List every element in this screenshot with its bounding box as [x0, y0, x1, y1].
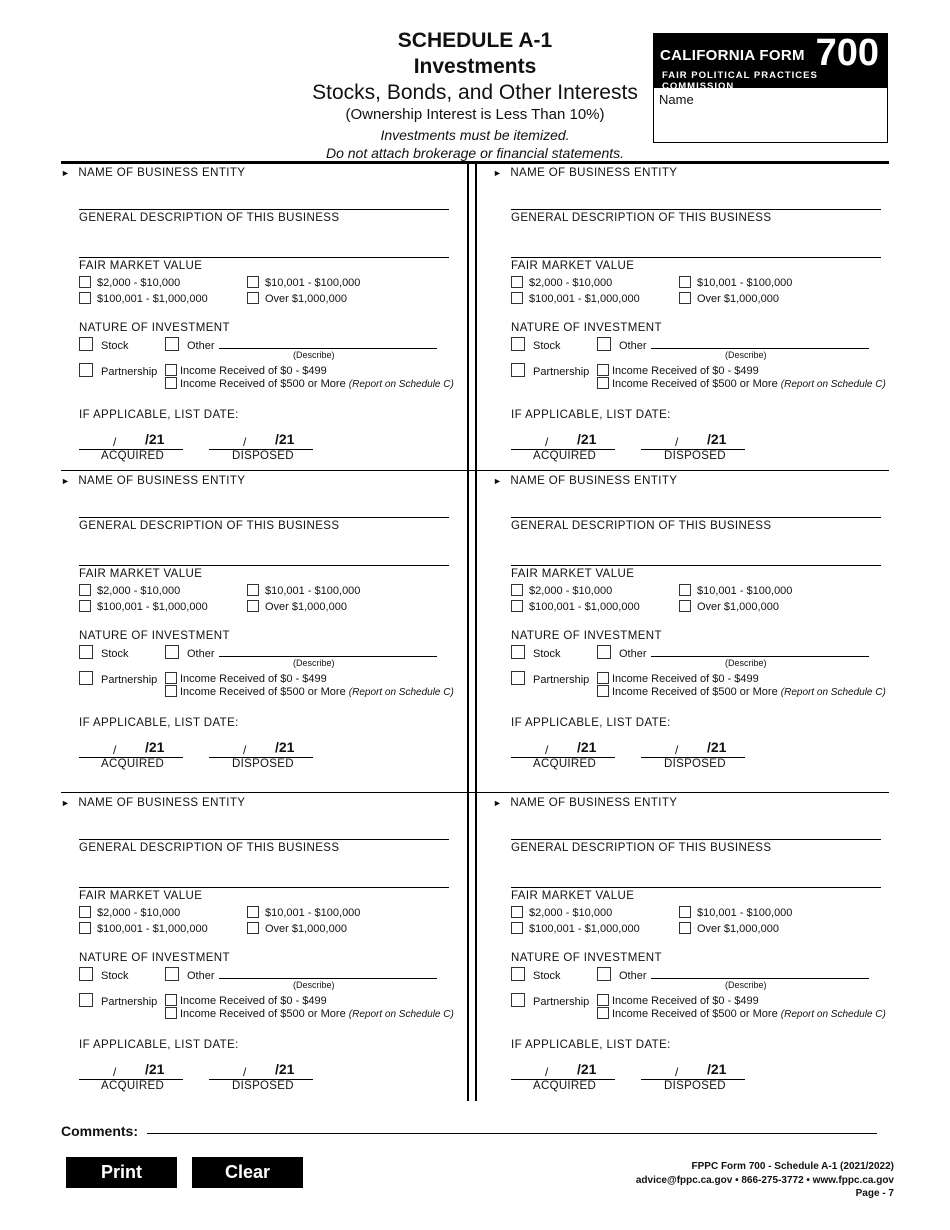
- income-large-option[interactable]: Income Received of $500 or More (Report on Schedule C): [597, 685, 886, 698]
- checkbox[interactable]: [165, 994, 177, 1006]
- fmv-label: FAIR MARKET VALUE: [79, 568, 203, 580]
- other-describe-field[interactable]: [219, 656, 437, 657]
- checkbox[interactable]: [247, 292, 259, 304]
- nature-label: NATURE OF INVESTMENT: [511, 952, 662, 964]
- nature-label: NATURE OF INVESTMENT: [79, 630, 230, 642]
- fmv-option-1[interactable]: $2,000 - $10,000: [79, 906, 180, 919]
- income-small-option[interactable]: Income Received of $0 - $499: [165, 994, 327, 1007]
- checkbox[interactable]: [511, 993, 525, 1007]
- disposed-date-field[interactable]: [641, 1063, 745, 1079]
- itemize-note: Investments must be itemized.: [380, 127, 570, 143]
- other-describe-field[interactable]: [651, 656, 869, 657]
- other-describe-field[interactable]: [219, 978, 437, 979]
- date-slash: /: [113, 435, 117, 449]
- date-year: /21: [145, 431, 165, 447]
- acquired-label: ACQUIRED: [533, 450, 597, 462]
- checkbox[interactable]: [165, 685, 177, 697]
- date-slash: /: [113, 1065, 117, 1079]
- checkbox[interactable]: [247, 922, 259, 934]
- arrow-icon: ►: [493, 798, 503, 808]
- arrow-icon: ►: [493, 168, 503, 178]
- checkbox[interactable]: [679, 922, 691, 934]
- entity-name-field[interactable]: [511, 517, 881, 518]
- comments-label: Comments:: [61, 1123, 139, 1139]
- acquired-date-field[interactable]: [511, 1063, 615, 1079]
- income-small-option[interactable]: Income Received of $0 - $499: [597, 364, 759, 377]
- investment-entry-3: [61, 471, 481, 781]
- other-option[interactable]: Other: [597, 337, 647, 352]
- attach-note: Do not attach brokerage or financial statements.: [325, 145, 625, 161]
- entity-name-field[interactable]: [511, 209, 881, 210]
- date-year: /21: [275, 431, 295, 447]
- date-slash: /: [675, 743, 679, 757]
- checkbox[interactable]: [79, 292, 91, 304]
- comments-field[interactable]: [147, 1133, 877, 1134]
- checkbox[interactable]: [79, 906, 91, 918]
- investment-entry-4: [493, 471, 913, 781]
- describe-hint: (Describe): [725, 350, 767, 360]
- other-option[interactable]: Other: [597, 645, 647, 660]
- clear-button[interactable]: Clear: [192, 1157, 303, 1188]
- acquired-label: ACQUIRED: [533, 758, 597, 770]
- checkbox[interactable]: [165, 967, 179, 981]
- description-field[interactable]: [79, 887, 449, 888]
- checkbox[interactable]: [247, 906, 259, 918]
- checkbox[interactable]: [79, 967, 93, 981]
- description-label: GENERAL DESCRIPTION OF THIS BUSINESS: [79, 212, 340, 224]
- other-describe-field[interactable]: [651, 978, 869, 979]
- checkbox[interactable]: [79, 600, 91, 612]
- date-year: /21: [577, 431, 597, 447]
- entity-name-field[interactable]: [79, 517, 449, 518]
- schedule-c-note: (Report on Schedule C): [780, 1009, 886, 1020]
- checkbox[interactable]: [511, 584, 523, 596]
- fmv-label: FAIR MARKET VALUE: [79, 890, 203, 902]
- disposed-date-field[interactable]: [209, 741, 313, 757]
- stock-option[interactable]: Stock: [511, 967, 561, 982]
- acquired-date-field[interactable]: [511, 433, 615, 449]
- fmv-label: FAIR MARKET VALUE: [511, 568, 635, 580]
- entity-name-field[interactable]: [79, 209, 449, 210]
- fmv-label: FAIR MARKET VALUE: [79, 260, 203, 272]
- checkbox[interactable]: [511, 292, 523, 304]
- partnership-option[interactable]: Partnership: [79, 993, 157, 1008]
- date-year: /21: [275, 1061, 295, 1077]
- arrow-icon: ►: [493, 476, 503, 486]
- list-date-label: IF APPLICABLE, LIST DATE:: [79, 1039, 239, 1051]
- schedule-c-note: (Report on Schedule C): [348, 687, 454, 698]
- fmv-option-2[interactable]: $10,001 - $100,000: [247, 584, 360, 597]
- describe-hint: (Describe): [293, 658, 335, 668]
- entity-name-field[interactable]: [79, 839, 449, 840]
- list-date-label: IF APPLICABLE, LIST DATE:: [511, 717, 671, 729]
- income-large-option[interactable]: Income Received of $500 or More (Report on Schedule C): [165, 377, 454, 390]
- fmv-option-3[interactable]: $100,001 - $1,000,000: [511, 292, 640, 305]
- description-label: GENERAL DESCRIPTION OF THIS BUSINESS: [511, 212, 772, 224]
- date-year: /21: [275, 739, 295, 755]
- stock-option[interactable]: Stock: [79, 645, 129, 660]
- fmv-option-4[interactable]: Over $1,000,000: [247, 292, 347, 305]
- income-small-option[interactable]: Income Received of $0 - $499: [165, 672, 327, 685]
- stock-option[interactable]: Stock: [511, 337, 561, 352]
- name-field-label[interactable]: Name: [659, 92, 694, 107]
- schedule-c-note: (Report on Schedule C): [780, 687, 886, 698]
- acquired-date-field[interactable]: [79, 741, 183, 757]
- checkbox[interactable]: [597, 685, 609, 697]
- description-field[interactable]: [79, 257, 449, 258]
- partnership-option[interactable]: Partnership: [511, 363, 589, 378]
- checkbox[interactable]: [511, 276, 523, 288]
- nature-label: NATURE OF INVESTMENT: [79, 952, 230, 964]
- checkbox[interactable]: [79, 337, 93, 351]
- income-large-option[interactable]: Income Received of $500 or More (Report on Schedule C): [597, 377, 886, 390]
- checkbox[interactable]: [165, 364, 177, 376]
- fmv-option-4[interactable]: Over $1,000,000: [247, 600, 347, 613]
- fmv-option-2[interactable]: $10,001 - $100,000: [679, 584, 792, 597]
- fmv-option-2[interactable]: $10,001 - $100,000: [247, 276, 360, 289]
- fmv-option-2[interactable]: $10,001 - $100,000: [247, 906, 360, 919]
- other-option[interactable]: Other: [165, 337, 215, 352]
- print-button[interactable]: Print: [66, 1157, 177, 1188]
- checkbox[interactable]: [247, 600, 259, 612]
- stock-option[interactable]: Stock: [79, 337, 129, 352]
- checkbox[interactable]: [79, 363, 93, 377]
- other-option[interactable]: Other: [165, 967, 215, 982]
- checkbox[interactable]: [679, 276, 691, 288]
- disposed-label: DISPOSED: [232, 450, 294, 462]
- checkbox[interactable]: [79, 276, 91, 288]
- checkbox[interactable]: [165, 1007, 177, 1019]
- disposed-label: DISPOSED: [664, 1080, 726, 1092]
- disposed-label: DISPOSED: [232, 758, 294, 770]
- date-slash: /: [243, 1065, 247, 1079]
- checkbox[interactable]: [79, 645, 93, 659]
- fmv-option-3[interactable]: $100,001 - $1,000,000: [79, 292, 208, 305]
- schedule-subtitle: Investments: [413, 55, 537, 78]
- checkbox[interactable]: [597, 1007, 609, 1019]
- date-slash: /: [113, 743, 117, 757]
- checkbox[interactable]: [511, 363, 525, 377]
- schedule-c-note: (Report on Schedule C): [348, 1009, 454, 1020]
- date-slash: /: [545, 743, 549, 757]
- checkbox[interactable]: [511, 600, 523, 612]
- disposed-date-field[interactable]: [641, 741, 745, 757]
- schedule-c-note: (Report on Schedule C): [780, 379, 886, 390]
- description-field[interactable]: [79, 565, 449, 566]
- arrow-icon: ►: [61, 798, 71, 808]
- checkbox[interactable]: [511, 671, 525, 685]
- checkbox[interactable]: [679, 906, 691, 918]
- description-label: GENERAL DESCRIPTION OF THIS BUSINESS: [511, 520, 772, 532]
- partnership-option[interactable]: Partnership: [511, 671, 589, 686]
- state-form-label: CALIFORNIA FORM: [660, 47, 805, 64]
- entity-name-label: ► NAME OF BUSINESS ENTITY: [61, 475, 246, 487]
- checkbox[interactable]: [165, 337, 179, 351]
- checkbox[interactable]: [679, 584, 691, 596]
- disposed-label: DISPOSED: [664, 450, 726, 462]
- arrow-icon: ►: [61, 168, 71, 178]
- entity-name-label: ► NAME OF BUSINESS ENTITY: [61, 797, 246, 809]
- fmv-option-4[interactable]: Over $1,000,000: [679, 922, 779, 935]
- partnership-option[interactable]: Partnership: [511, 993, 589, 1008]
- disposed-date-field[interactable]: [209, 1063, 313, 1079]
- fmv-option-3[interactable]: $100,001 - $1,000,000: [79, 600, 208, 613]
- checkbox[interactable]: [597, 672, 609, 684]
- investment-entry-6: [493, 793, 913, 1103]
- acquired-date-field[interactable]: [511, 741, 615, 757]
- partnership-option[interactable]: Partnership: [79, 671, 157, 686]
- page-number: Page - 7: [855, 1188, 894, 1199]
- describe-hint: (Describe): [725, 980, 767, 990]
- form-number: 700: [815, 32, 879, 74]
- fmv-option-1[interactable]: $2,000 - $10,000: [79, 584, 180, 597]
- investment-entry-5: [61, 793, 481, 1103]
- checkbox[interactable]: [79, 584, 91, 596]
- investment-entry-1: [61, 163, 481, 473]
- list-date-label: IF APPLICABLE, LIST DATE:: [511, 1039, 671, 1051]
- checkbox[interactable]: [597, 645, 611, 659]
- date-slash: /: [545, 435, 549, 449]
- disposed-label: DISPOSED: [232, 1080, 294, 1092]
- date-slash: /: [675, 435, 679, 449]
- nature-label: NATURE OF INVESTMENT: [511, 630, 662, 642]
- nature-label: NATURE OF INVESTMENT: [79, 322, 230, 334]
- checkbox[interactable]: [679, 600, 691, 612]
- list-date-label: IF APPLICABLE, LIST DATE:: [511, 409, 671, 421]
- other-describe-field[interactable]: [651, 348, 869, 349]
- fmv-option-4[interactable]: Over $1,000,000: [247, 922, 347, 935]
- partnership-option[interactable]: Partnership: [79, 363, 157, 378]
- description-field[interactable]: [511, 565, 881, 566]
- checkbox[interactable]: [79, 671, 93, 685]
- date-year: /21: [577, 739, 597, 755]
- fmv-option-1[interactable]: $2,000 - $10,000: [511, 276, 612, 289]
- form-id-header: [654, 32, 887, 92]
- schedule-heading: Stocks, Bonds, and Other Interests: [312, 81, 638, 104]
- other-option[interactable]: Other: [165, 645, 215, 660]
- entity-name-field[interactable]: [511, 839, 881, 840]
- date-year: /21: [577, 1061, 597, 1077]
- income-large-option[interactable]: Income Received of $500 or More (Report on Schedule C): [597, 1007, 886, 1020]
- fmv-option-1[interactable]: $2,000 - $10,000: [511, 906, 612, 919]
- date-year: /21: [707, 739, 727, 755]
- fmv-label: FAIR MARKET VALUE: [511, 260, 635, 272]
- form-id-box: [653, 33, 888, 143]
- checkbox[interactable]: [511, 337, 525, 351]
- checkbox[interactable]: [511, 967, 525, 981]
- checkbox[interactable]: [597, 967, 611, 981]
- description-label: GENERAL DESCRIPTION OF THIS BUSINESS: [511, 842, 772, 854]
- fmv-option-1[interactable]: $2,000 - $10,000: [79, 276, 180, 289]
- acquired-label: ACQUIRED: [101, 758, 165, 770]
- other-describe-field[interactable]: [219, 348, 437, 349]
- description-field[interactable]: [511, 887, 881, 888]
- checkbox[interactable]: [79, 922, 91, 934]
- fmv-option-4[interactable]: Over $1,000,000: [679, 600, 779, 613]
- describe-hint: (Describe): [293, 350, 335, 360]
- form-id-text: FPPC Form 700 - Schedule A-1 (2021/2022): [691, 1161, 894, 1172]
- describe-hint: (Describe): [725, 658, 767, 668]
- fmv-option-1[interactable]: $2,000 - $10,000: [511, 584, 612, 597]
- acquired-label: ACQUIRED: [533, 1080, 597, 1092]
- checkbox[interactable]: [597, 377, 609, 389]
- checkbox[interactable]: [165, 377, 177, 389]
- fmv-option-2[interactable]: $10,001 - $100,000: [679, 906, 792, 919]
- fmv-option-3[interactable]: $100,001 - $1,000,000: [511, 922, 640, 935]
- schedule-title: SCHEDULE A-1: [397, 29, 553, 52]
- checkbox[interactable]: [165, 672, 177, 684]
- checkbox[interactable]: [597, 364, 609, 376]
- date-year: /21: [145, 739, 165, 755]
- checkbox[interactable]: [511, 922, 523, 934]
- description-label: GENERAL DESCRIPTION OF THIS BUSINESS: [79, 842, 340, 854]
- date-year: /21: [145, 1061, 165, 1077]
- income-large-option[interactable]: Income Received of $500 or More (Report on Schedule C): [165, 685, 454, 698]
- form-footer-info: [636, 1160, 894, 1201]
- acquired-date-field[interactable]: [79, 433, 183, 449]
- fmv-label: FAIR MARKET VALUE: [511, 890, 635, 902]
- date-slash: /: [243, 435, 247, 449]
- fmv-option-4[interactable]: Over $1,000,000: [679, 292, 779, 305]
- disposed-label: DISPOSED: [664, 758, 726, 770]
- stock-option[interactable]: Stock: [79, 967, 129, 982]
- date-slash: /: [545, 1065, 549, 1079]
- nature-label: NATURE OF INVESTMENT: [511, 322, 662, 334]
- arrow-icon: ►: [61, 476, 71, 486]
- other-option[interactable]: Other: [597, 967, 647, 982]
- contact-text: advice@fppc.ca.gov • 866-275-3772 • www.fppc.ca.gov: [635, 1174, 894, 1186]
- checkbox[interactable]: [79, 993, 93, 1007]
- date-slash: /: [243, 743, 247, 757]
- income-small-option[interactable]: Income Received of $0 - $499: [597, 994, 759, 1007]
- acquired-label: ACQUIRED: [101, 450, 165, 462]
- list-date-label: IF APPLICABLE, LIST DATE:: [79, 717, 239, 729]
- checkbox[interactable]: [247, 276, 259, 288]
- entity-name-label: ► NAME OF BUSINESS ENTITY: [493, 475, 678, 487]
- investment-entry-2: [493, 163, 913, 473]
- checkbox[interactable]: [511, 906, 523, 918]
- disposed-date-field[interactable]: [209, 433, 313, 449]
- describe-hint: (Describe): [293, 980, 335, 990]
- description-field[interactable]: [511, 257, 881, 258]
- checkbox[interactable]: [679, 292, 691, 304]
- description-label: GENERAL DESCRIPTION OF THIS BUSINESS: [79, 520, 340, 532]
- fmv-option-2[interactable]: $10,001 - $100,000: [679, 276, 792, 289]
- entity-name-label: ► NAME OF BUSINESS ENTITY: [61, 167, 246, 179]
- checkbox[interactable]: [165, 645, 179, 659]
- checkbox[interactable]: [597, 994, 609, 1006]
- date-year: /21: [707, 1061, 727, 1077]
- acquired-date-field[interactable]: [79, 1063, 183, 1079]
- acquired-label: ACQUIRED: [101, 1080, 165, 1092]
- checkbox[interactable]: [511, 645, 525, 659]
- fmv-option-3[interactable]: $100,001 - $1,000,000: [511, 600, 640, 613]
- income-large-option[interactable]: Income Received of $500 or More (Report on Schedule C): [165, 1007, 454, 1020]
- form-title-block: [290, 28, 660, 162]
- entity-name-label: ► NAME OF BUSINESS ENTITY: [493, 797, 678, 809]
- income-small-option[interactable]: Income Received of $0 - $499: [597, 672, 759, 685]
- ownership-note: (Ownership Interest is Less Than 10%): [345, 106, 605, 123]
- commission-label: FAIR POLITICAL PRACTICES COMMISSION: [662, 70, 818, 92]
- checkbox[interactable]: [597, 337, 611, 351]
- fmv-option-3[interactable]: $100,001 - $1,000,000: [79, 922, 208, 935]
- checkbox[interactable]: [247, 584, 259, 596]
- date-year: /21: [707, 431, 727, 447]
- list-date-label: IF APPLICABLE, LIST DATE:: [79, 409, 239, 421]
- income-small-option[interactable]: Income Received of $0 - $499: [165, 364, 327, 377]
- schedule-c-note: (Report on Schedule C): [348, 379, 454, 390]
- disposed-date-field[interactable]: [641, 433, 745, 449]
- entity-name-label: ► NAME OF BUSINESS ENTITY: [493, 167, 678, 179]
- date-slash: /: [675, 1065, 679, 1079]
- stock-option[interactable]: Stock: [511, 645, 561, 660]
